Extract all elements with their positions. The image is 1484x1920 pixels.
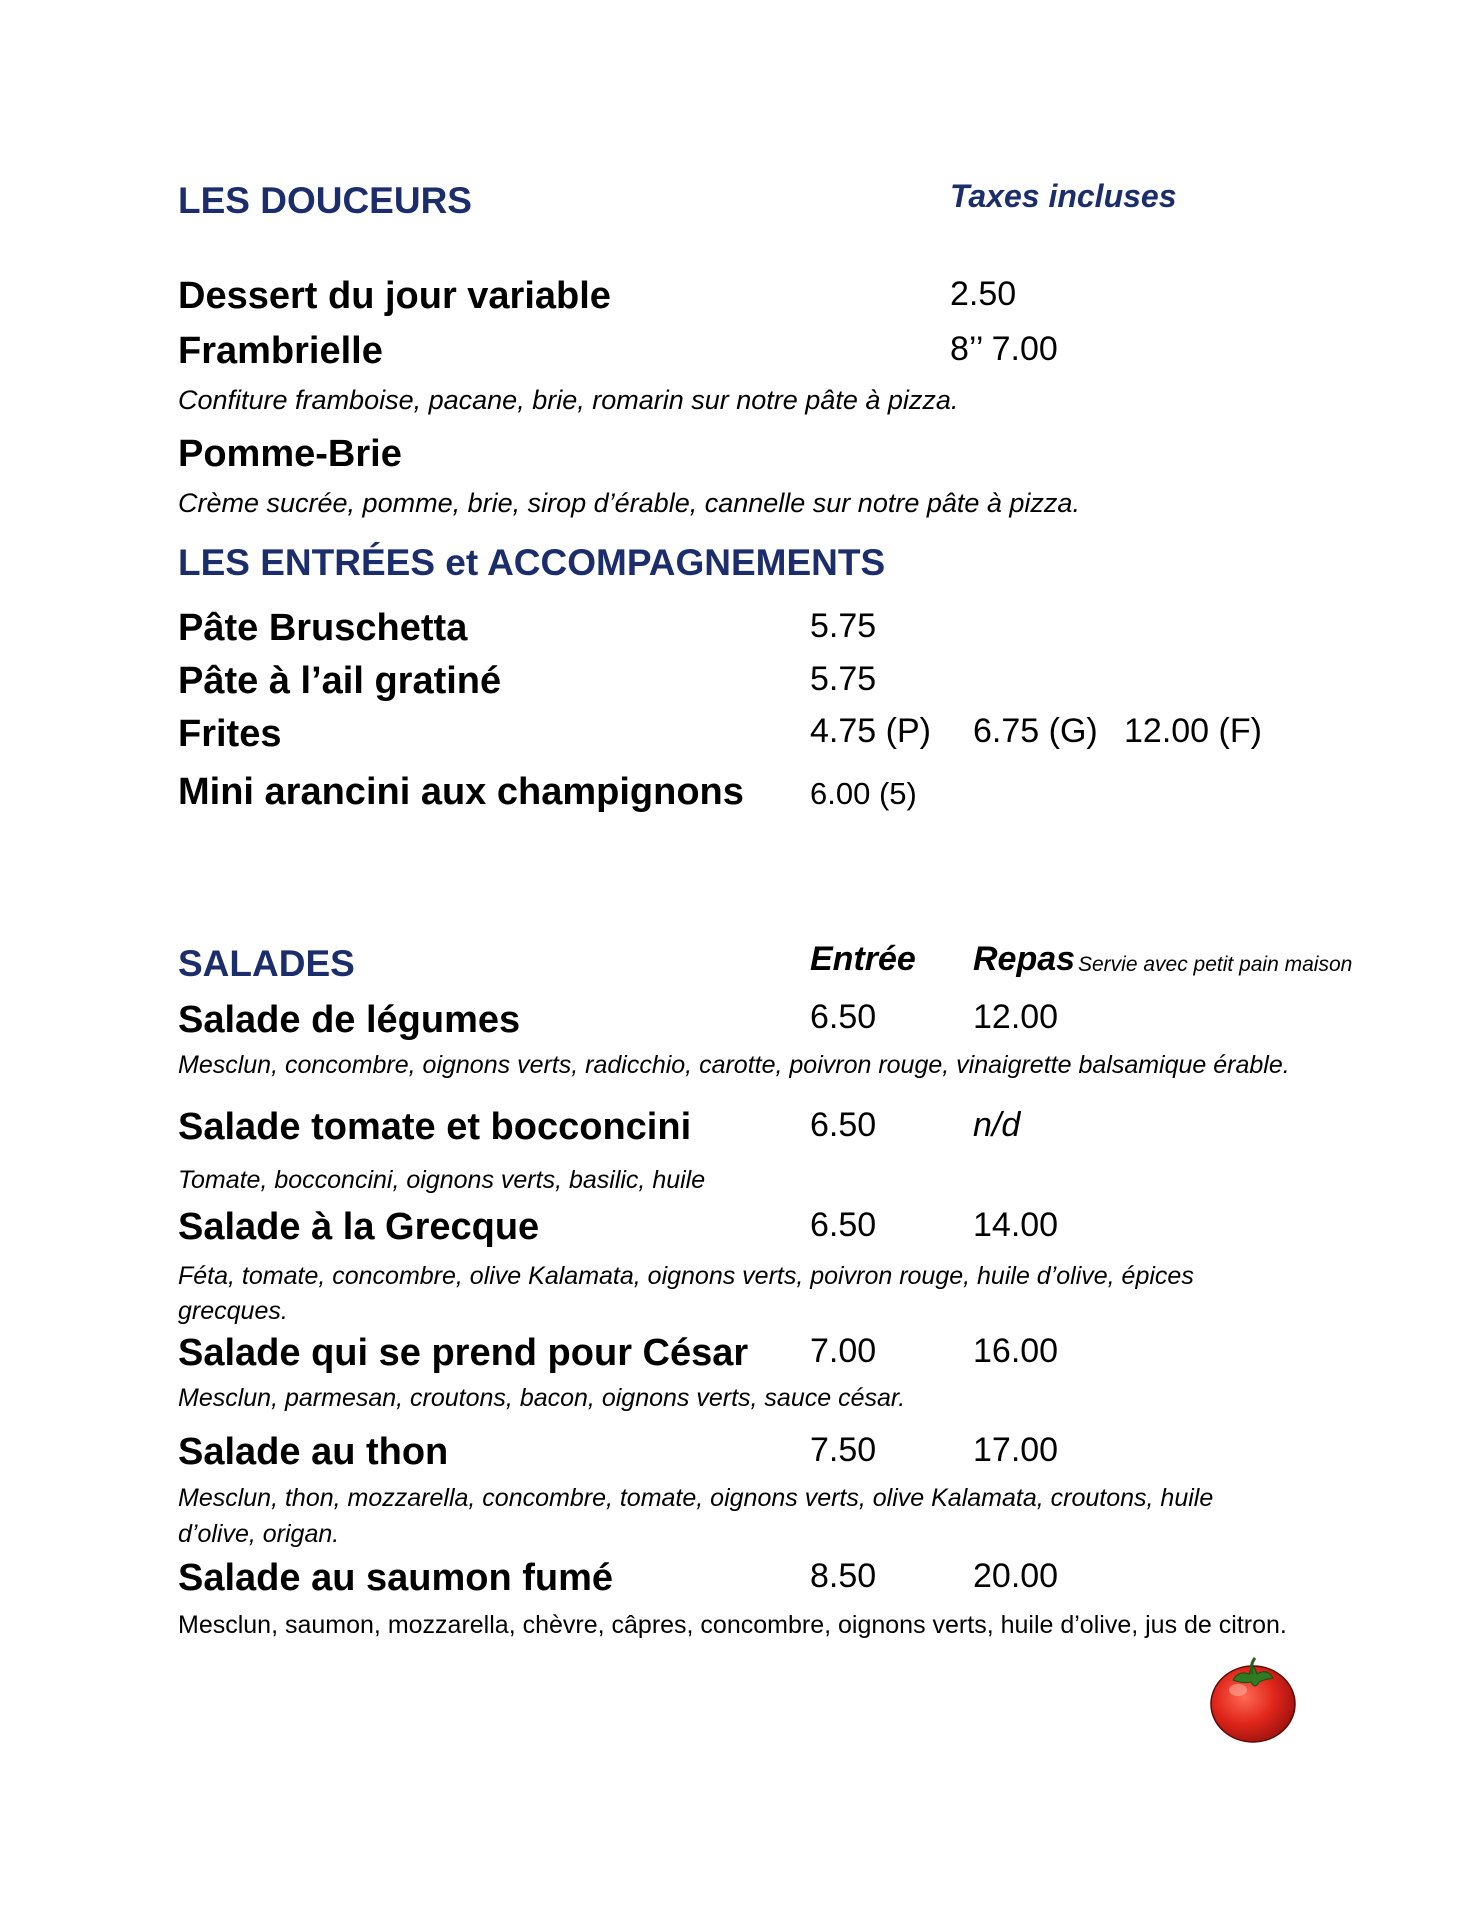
price-repas: 17.00 bbox=[973, 1431, 1059, 1469]
menu-item-price: 2.50 bbox=[950, 275, 1017, 313]
price-repas: 12.00 bbox=[973, 998, 1059, 1036]
menu-item-name: Frites bbox=[178, 713, 282, 755]
price-repas: 20.00 bbox=[973, 1557, 1059, 1595]
menu-item-description: Féta, tomate, concombre, olive Kalamata, oignons verts, poivron rouge, huile d’olive, épices bbox=[178, 1262, 1194, 1290]
price-entree: 7.50 bbox=[810, 1431, 877, 1469]
menu-item-name: Frambrielle bbox=[178, 330, 383, 372]
menu-item-name: Pâte Bruschetta bbox=[178, 607, 468, 649]
menu-item-price-small: 4.75 (P) bbox=[810, 712, 931, 750]
menu-item-price: 8’’ 7.00 bbox=[950, 330, 1058, 368]
menu-item-name: Salade qui se prend pour César bbox=[178, 1332, 749, 1374]
menu-item-price-large: 6.75 (G) bbox=[973, 712, 1098, 750]
menu-item-name: Salade tomate et bocconcini bbox=[178, 1106, 692, 1148]
menu-item-price: 6.00 (5) bbox=[810, 776, 917, 811]
section-title-entrees: LES ENTRÉES et ACCOMPAGNEMENTS bbox=[178, 542, 886, 583]
menu-item-price: 5.75 bbox=[810, 660, 877, 698]
menu-item-name: Pâte à l’ail gratiné bbox=[178, 660, 502, 702]
menu-item-name: Salade au thon bbox=[178, 1431, 449, 1473]
price-entree: 6.50 bbox=[810, 1206, 877, 1244]
menu-item-description: Mesclun, saumon, mozzarella, chèvre, câpres, concombre, oignons verts, huile d’olive, jus de citron. bbox=[178, 1611, 1287, 1639]
menu-item-name: Salade au saumon fumé bbox=[178, 1557, 614, 1599]
menu-item-name: Pomme-Brie bbox=[178, 433, 402, 475]
menu-item-name: Salade à la Grecque bbox=[178, 1206, 540, 1248]
price-repas: n/d bbox=[973, 1106, 1021, 1144]
price-entree: 6.50 bbox=[810, 998, 877, 1036]
tax-note: Taxes incluses bbox=[950, 178, 1177, 214]
menu-item-price-family: 12.00 (F) bbox=[1124, 712, 1262, 750]
menu-item-description: Mesclun, thon, mozzarella, concombre, tomate, oignons verts, olive Kalamata, croutons, huile bbox=[178, 1484, 1214, 1512]
section-title-douceurs: LES DOUCEURS bbox=[178, 180, 472, 221]
price-entree: 7.00 bbox=[810, 1332, 877, 1370]
menu-item-description: Crème sucrée, pomme, brie, sirop d’érable, cannelle sur notre pâte à pizza. bbox=[178, 488, 1080, 518]
price-repas: 16.00 bbox=[973, 1332, 1059, 1370]
tomato-icon bbox=[1205, 1650, 1301, 1746]
salades-note: Servie avec petit pain maison bbox=[1078, 953, 1353, 976]
menu-item-description: Mesclun, concombre, oignons verts, radicchio, carotte, poivron rouge, vinaigrette balsamique érable. bbox=[178, 1051, 1290, 1079]
column-header-entree: Entrée bbox=[810, 940, 916, 978]
menu-item-price: 5.75 bbox=[810, 607, 877, 645]
menu-item-description: Mesclun, parmesan, croutons, bacon, oignons verts, sauce césar. bbox=[178, 1384, 906, 1412]
price-entree: 8.50 bbox=[810, 1557, 877, 1595]
menu-item-name: Mini arancini aux champignons bbox=[178, 771, 744, 813]
menu-item-description-cont: grecques. bbox=[178, 1297, 288, 1325]
menu-item-description: Tomate, bocconcini, oignons verts, basilic, huile bbox=[178, 1166, 706, 1194]
menu-item-name: Salade de légumes bbox=[178, 999, 521, 1041]
section-title-salades: SALADES bbox=[178, 943, 355, 984]
price-entree: 6.50 bbox=[810, 1106, 877, 1144]
menu-item-name: Dessert du jour variable bbox=[178, 275, 611, 317]
menu-item-description-cont: d’olive, origan. bbox=[178, 1520, 340, 1548]
menu-item-description: Confiture framboise, pacane, brie, romarin sur notre pâte à pizza. bbox=[178, 385, 959, 415]
price-repas: 14.00 bbox=[973, 1206, 1059, 1244]
column-header-repas: Repas bbox=[973, 940, 1076, 978]
